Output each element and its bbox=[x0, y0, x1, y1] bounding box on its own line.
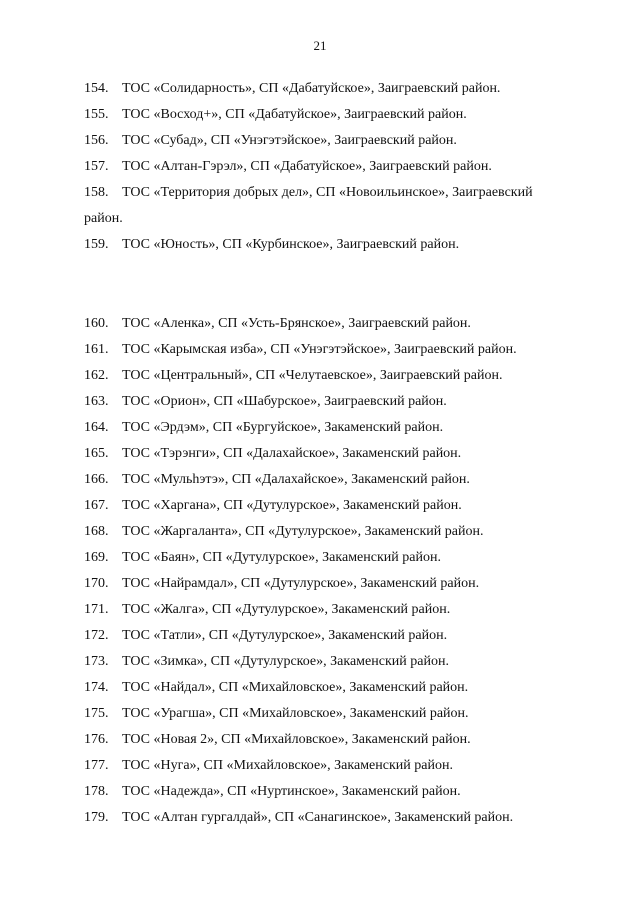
item-number: 173. bbox=[84, 654, 109, 669]
item-text: ТОС «Новая 2», СП «Михайловское», Закаменский район. bbox=[122, 732, 471, 747]
item-text: ТОС «Орион», СП «Шабурское», Заиграевский район. bbox=[122, 394, 447, 409]
item-number: 155. bbox=[84, 107, 109, 122]
list-item bbox=[84, 623, 564, 649]
item-number: 177. bbox=[84, 758, 109, 773]
list-item bbox=[84, 597, 564, 623]
item-number: 159. bbox=[84, 237, 109, 252]
item-text: ТОС «Урагша», СП «Михайловское», Закаменский район. bbox=[122, 706, 469, 721]
list-item bbox=[84, 571, 564, 597]
item-number: 157. bbox=[84, 159, 109, 174]
list-item bbox=[84, 779, 564, 805]
item-text: ТОС «Жалга», СП «Дутулурское», Закаменский район. bbox=[122, 602, 451, 617]
item-number: 154. bbox=[84, 81, 109, 96]
list-item bbox=[84, 493, 564, 519]
list-item bbox=[84, 102, 564, 128]
list-item bbox=[84, 232, 564, 258]
item-number: 166. bbox=[84, 472, 109, 487]
item-number: 165. bbox=[84, 446, 109, 461]
item-text: ТОС «Карымская изба», СП «Унэгэтэйское», Заиграевский район. bbox=[122, 342, 517, 357]
item-text: ТОС «Солидарность», СП «Дабатуйское», Заиграевский район. bbox=[122, 81, 501, 96]
list-section-2 bbox=[84, 311, 564, 831]
list-item bbox=[84, 519, 564, 545]
list-item bbox=[84, 154, 564, 180]
list-item bbox=[84, 805, 564, 831]
item-text: ТОС «Территория добрых дел», СП «Новоильинское», Заиграевский район. bbox=[84, 185, 533, 226]
item-number: 164. bbox=[84, 420, 109, 435]
item-text: ТОС «Центральный», СП «Челутаевское», Заиграевский район. bbox=[122, 368, 503, 383]
list-item bbox=[84, 441, 564, 467]
item-number: 175. bbox=[84, 706, 109, 721]
item-text: ТОС «Тэрэнги», СП «Далахайское», Закаменский район. bbox=[122, 446, 462, 461]
list-item bbox=[84, 180, 564, 232]
item-number: 179. bbox=[84, 810, 109, 825]
item-text: ТОС «Харгана», СП «Дутулурское», Закаменский район. bbox=[122, 498, 462, 513]
item-text: ТОС «Нуга», СП «Михайловское», Закаменский район. bbox=[122, 758, 453, 773]
list-item bbox=[84, 415, 564, 441]
item-number: 176. bbox=[84, 732, 109, 747]
item-text: ТОС «Татли», СП «Дутулурское», Закаменский район. bbox=[122, 628, 448, 643]
item-text: ТОС «Жаргаланта», СП «Дутулурское», Закаменский район. bbox=[122, 524, 484, 539]
item-text: ТОС «Надежда», СП «Нуртинское», Закаменский район. bbox=[122, 784, 461, 799]
item-text: ТОС «Алтан-Гэрэл», СП «Дабатуйское», Заиграевский район. bbox=[122, 159, 492, 174]
list-item bbox=[84, 76, 564, 102]
item-text: ТОС «Эрдэм», СП «Бургуйское», Закаменский район. bbox=[122, 420, 444, 435]
item-text: ТОС «Зимка», СП «Дутулурское», Закаменский район. bbox=[122, 654, 449, 669]
page-number: 21 bbox=[313, 38, 327, 53]
item-number: 158. bbox=[84, 185, 109, 200]
list-item bbox=[84, 675, 564, 701]
item-number: 171. bbox=[84, 602, 109, 617]
item-text: ТОС «Восход+», СП «Дабатуйское», Заиграевский район. bbox=[122, 107, 467, 122]
item-text: ТОС «Юность», СП «Курбинское», Заиграевский район. bbox=[122, 237, 460, 252]
list-item bbox=[84, 311, 564, 337]
list-section-1 bbox=[84, 76, 564, 258]
item-text: ТОС «Найдал», СП «Михайловское», Закаменский район. bbox=[122, 680, 469, 695]
item-number: 167. bbox=[84, 498, 109, 513]
item-number: 178. bbox=[84, 784, 109, 799]
item-number: 168. bbox=[84, 524, 109, 539]
list-item bbox=[84, 467, 564, 493]
item-number: 169. bbox=[84, 550, 109, 565]
item-number: 163. bbox=[84, 394, 109, 409]
item-number: 160. bbox=[84, 316, 109, 331]
list-item bbox=[84, 545, 564, 571]
list-item bbox=[84, 337, 564, 363]
item-text: ТОС «Баян», СП «Дутулурское», Закаменский район. bbox=[122, 550, 441, 565]
list-item bbox=[84, 753, 564, 779]
item-number: 174. bbox=[84, 680, 109, 695]
item-text: ТОС «Аленка», СП «Усть-Брянское», Заиграевский район. bbox=[122, 316, 471, 331]
item-number: 162. bbox=[84, 368, 109, 383]
list-item bbox=[84, 649, 564, 675]
list-item bbox=[84, 727, 564, 753]
item-number: 156. bbox=[84, 133, 109, 148]
item-number: 170. bbox=[84, 576, 109, 591]
item-number: 161. bbox=[84, 342, 109, 357]
item-text: ТОС «Найрамдал», СП «Дутулурское», Закаменский район. bbox=[122, 576, 480, 591]
list-item bbox=[84, 363, 564, 389]
item-text: ТОС «Мульһэтэ», СП «Далахайское», Закаменский район. bbox=[122, 472, 470, 487]
item-text: ТОС «Алтан гургалдай», СП «Санагинское», Закаменский район. bbox=[122, 810, 514, 825]
item-text: ТОС «Субад», СП «Унэгэтэйское», Заиграевский район. bbox=[122, 133, 457, 148]
list-item bbox=[84, 389, 564, 415]
item-number: 172. bbox=[84, 628, 109, 643]
list-item bbox=[84, 701, 564, 727]
list-item bbox=[84, 128, 564, 154]
